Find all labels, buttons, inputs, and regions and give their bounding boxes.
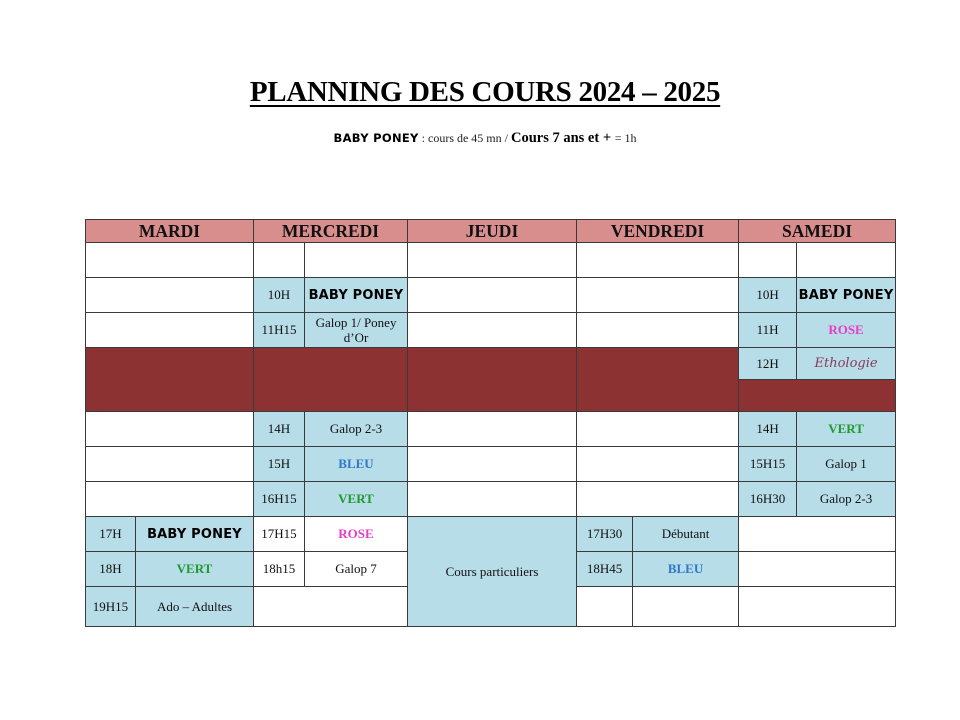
subtitle-baby-poney: BABY PONEY (333, 131, 419, 145)
samedi-time: 10H (739, 278, 797, 313)
empty-cell (797, 243, 896, 278)
empty-cell (739, 552, 896, 587)
header-vendredi: VENDREDI (577, 220, 739, 243)
vendredi-time: 18H45 (577, 552, 633, 587)
header-mardi: MARDI (86, 220, 254, 243)
empty-cell (577, 587, 633, 627)
samedi-course: VERT (797, 412, 896, 447)
table-row (86, 313, 896, 348)
jeudi-cours-particuliers: Cours particuliers (408, 517, 577, 627)
empty-cell (577, 447, 739, 482)
mercredi-course: ROSE (305, 517, 408, 552)
mercredi-course: Galop 1/ Poney d’Or (305, 313, 408, 348)
empty-cell (254, 243, 305, 278)
empty-cell (408, 313, 577, 348)
empty-cell (577, 313, 739, 348)
header-mercredi: MERCREDI (254, 220, 408, 243)
subtitle-cours-duration: = 1h (614, 131, 637, 145)
empty-cell (86, 243, 254, 278)
samedi-course: Ethologie (797, 348, 896, 380)
lunch-break (577, 348, 739, 412)
mardi-course: Ado – Adultes (136, 587, 254, 627)
samedi-course: Galop 2-3 (797, 482, 896, 517)
empty-cell (86, 313, 254, 348)
samedi-time: 14H (739, 412, 797, 447)
vendredi-course: Débutant (633, 517, 739, 552)
schedule-table (85, 219, 896, 627)
samedi-time: 12H (739, 348, 797, 380)
lunch-break (408, 348, 577, 412)
mercredi-course: VERT (305, 482, 408, 517)
table-row (86, 243, 896, 278)
empty-cell (305, 243, 408, 278)
lunch-break (254, 348, 408, 412)
mercredi-time: 15H (254, 447, 305, 482)
mercredi-time: 11H15 (254, 313, 305, 348)
table-row (86, 482, 896, 517)
mercredi-time: 10H (254, 278, 305, 313)
mardi-course: BABY PONEY (136, 517, 254, 552)
header-samedi: SAMEDI (739, 220, 896, 243)
mercredi-time: 17H15 (254, 517, 305, 552)
table-row (86, 447, 896, 482)
mardi-time: 17H (86, 517, 136, 552)
empty-cell (577, 482, 739, 517)
empty-cell (577, 412, 739, 447)
mercredi-time: 18h15 (254, 552, 305, 587)
empty-cell (86, 482, 254, 517)
samedi-time: 15H15 (739, 447, 797, 482)
empty-cell (408, 447, 577, 482)
empty-cell (739, 587, 896, 627)
empty-cell (739, 517, 896, 552)
table-row (86, 517, 896, 552)
vendredi-course: BLEU (633, 552, 739, 587)
page-title: PLANNING DES COURS 2024 – 2025 (249, 76, 721, 108)
header-jeudi: JEUDI (408, 220, 577, 243)
subtitle (0, 130, 960, 147)
empty-cell (86, 278, 254, 313)
empty-cell (408, 243, 577, 278)
table-row (86, 278, 896, 313)
lunch-break (739, 380, 896, 412)
empty-cell (86, 412, 254, 447)
empty-cell (577, 243, 739, 278)
table-row (86, 348, 896, 380)
vendredi-time: 17H30 (577, 517, 633, 552)
empty-cell (254, 587, 408, 627)
subtitle-cours-label: Cours 7 ans et + (510, 130, 615, 146)
empty-cell (739, 243, 797, 278)
table-row (86, 412, 896, 447)
mercredi-course: Galop 2-3 (305, 412, 408, 447)
empty-cell (408, 412, 577, 447)
samedi-time: 16H30 (739, 482, 797, 517)
empty-cell (577, 278, 739, 313)
lunch-break (86, 348, 254, 412)
mardi-course: VERT (136, 552, 254, 587)
mardi-time: 19H15 (86, 587, 136, 627)
mercredi-course: Galop 7 (305, 552, 408, 587)
empty-cell (86, 447, 254, 482)
mardi-time: 18H (86, 552, 136, 587)
mercredi-course: BLEU (305, 447, 408, 482)
samedi-time: 11H (739, 313, 797, 348)
samedi-course: ROSE (797, 313, 896, 348)
subtitle-baby-duration: : cours de 45 mn / (418, 131, 511, 145)
samedi-course: Galop 1 (797, 447, 896, 482)
empty-cell (408, 482, 577, 517)
mercredi-course: BABY PONEY (305, 278, 408, 313)
mercredi-time: 14H (254, 412, 305, 447)
mercredi-time: 16H15 (254, 482, 305, 517)
empty-cell (408, 278, 577, 313)
samedi-course: BABY PONEY (797, 278, 896, 313)
empty-cell (633, 587, 739, 627)
